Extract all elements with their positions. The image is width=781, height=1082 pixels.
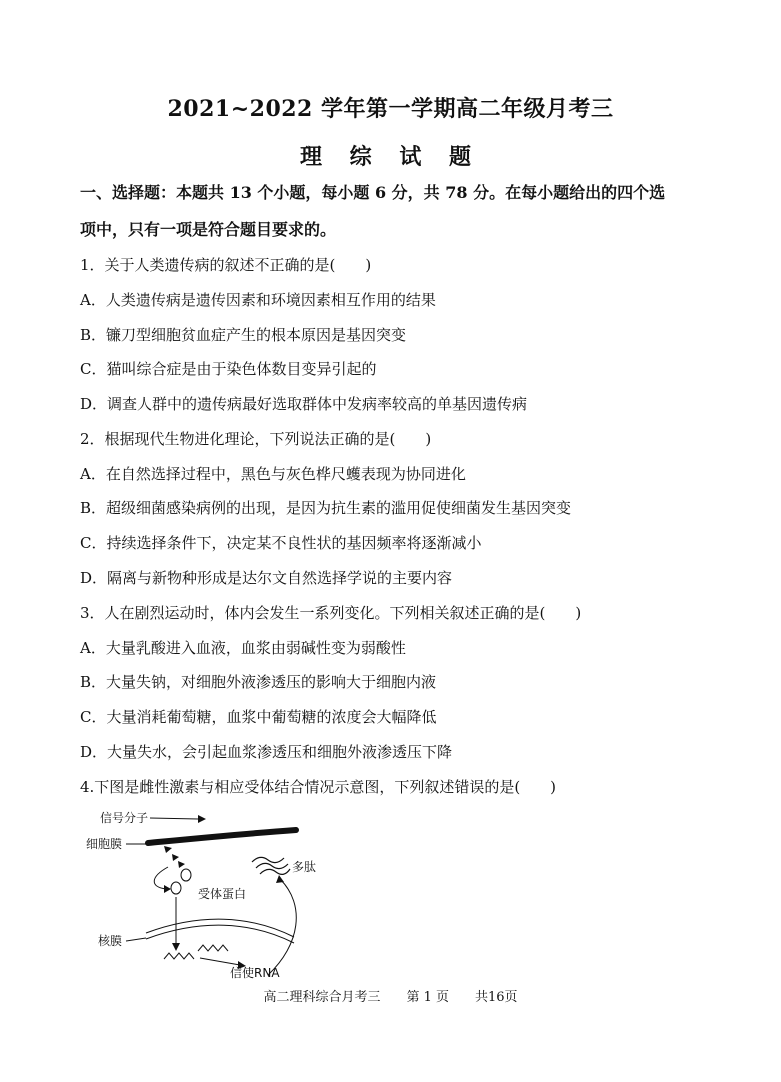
question-3-option-b: B．大量失钠，对细胞外液渗透压的影响大于细胞内液 <box>80 673 437 691</box>
exam-subtitle: 理 综 试 题 <box>300 144 481 170</box>
question-1-option-c: C．猫叫综合症是由于染色体数目变异引起的 <box>80 360 377 378</box>
question-2-stem: 2．根据现代生物进化理论，下列说法正确的是( ) <box>80 430 432 448</box>
peptide-label: 多肽 <box>292 860 317 874</box>
page-footer: 高二理科综合月考三 第 1 页 共16页 <box>263 990 518 1005</box>
question-1-option-d: D．调查人群中的遗传病最好选取群体中发病率较高的单基因遗传病 <box>80 395 528 413</box>
question-2-option-a: A．在自然选择过程中，黑色与灰色桦尺蠖表现为协同进化 <box>80 465 466 483</box>
cell-membrane-label: 细胞膜 <box>86 837 123 851</box>
nuclear-membrane-label: 核膜 <box>98 934 123 948</box>
section-heading-line-2: 项中，只有一项是符合题目要求的。 <box>80 220 337 239</box>
mrna-label: 信使RNA <box>230 966 280 980</box>
receptor-protein-icon <box>171 869 191 894</box>
question-1-option-a: A．人类遗传病是遗传因素和环境因素相互作用的结果 <box>80 291 436 309</box>
question-3-option-d: D．大量失水，会引起血浆渗透压和细胞外液渗透压下降 <box>80 743 453 761</box>
question-3-option-c: C．大量消耗葡萄糖，血浆中葡萄糖的浓度会大幅降低 <box>80 708 437 726</box>
question-2-option-b: B．超级细菌感染病例的出现，是因为抗生素的滥用促使细菌发生基因突变 <box>80 499 572 517</box>
cell-membrane <box>148 830 296 843</box>
question-3-stem: 3．人在剧烈运动时，体内会发生一系列变化。下列相关叙述正确的是( ) <box>80 604 582 622</box>
question-2-option-d: D．隔离与新物种形成是达尔文自然选择学说的主要内容 <box>80 569 453 587</box>
question-2-option-c: C．持续选择条件下，决定某不良性状的基因频率将逐渐减小 <box>80 534 482 552</box>
question-4-stem: 4.下图是雌性激素与相应受体结合情况示意图，下列叙述错误的是( ) <box>80 778 557 796</box>
exam-title: 2021~2022 学年第一学期高二年级月考三 <box>167 96 614 122</box>
question-1-stem: 1．关于人类遗传病的叙述不正确的是( ) <box>80 256 372 274</box>
question-1-option-b: B．镰刀型细胞贫血症产生的根本原因是基因突变 <box>80 326 407 344</box>
receptor-protein-label: 受体蛋白 <box>198 887 247 901</box>
hormone-receptor-diagram <box>80 805 340 980</box>
signal-molecule-label: 信号分子 <box>100 811 149 825</box>
peptide-icon <box>252 857 290 874</box>
question-3-option-a: A．大量乳酸进入血液，血浆由弱碱性变为弱酸性 <box>80 639 406 657</box>
section-heading-line-1: 一、选择题：本题共 13 个小题，每小题 6 分，共 78 分。在每小题给出的四个选 <box>80 183 666 202</box>
